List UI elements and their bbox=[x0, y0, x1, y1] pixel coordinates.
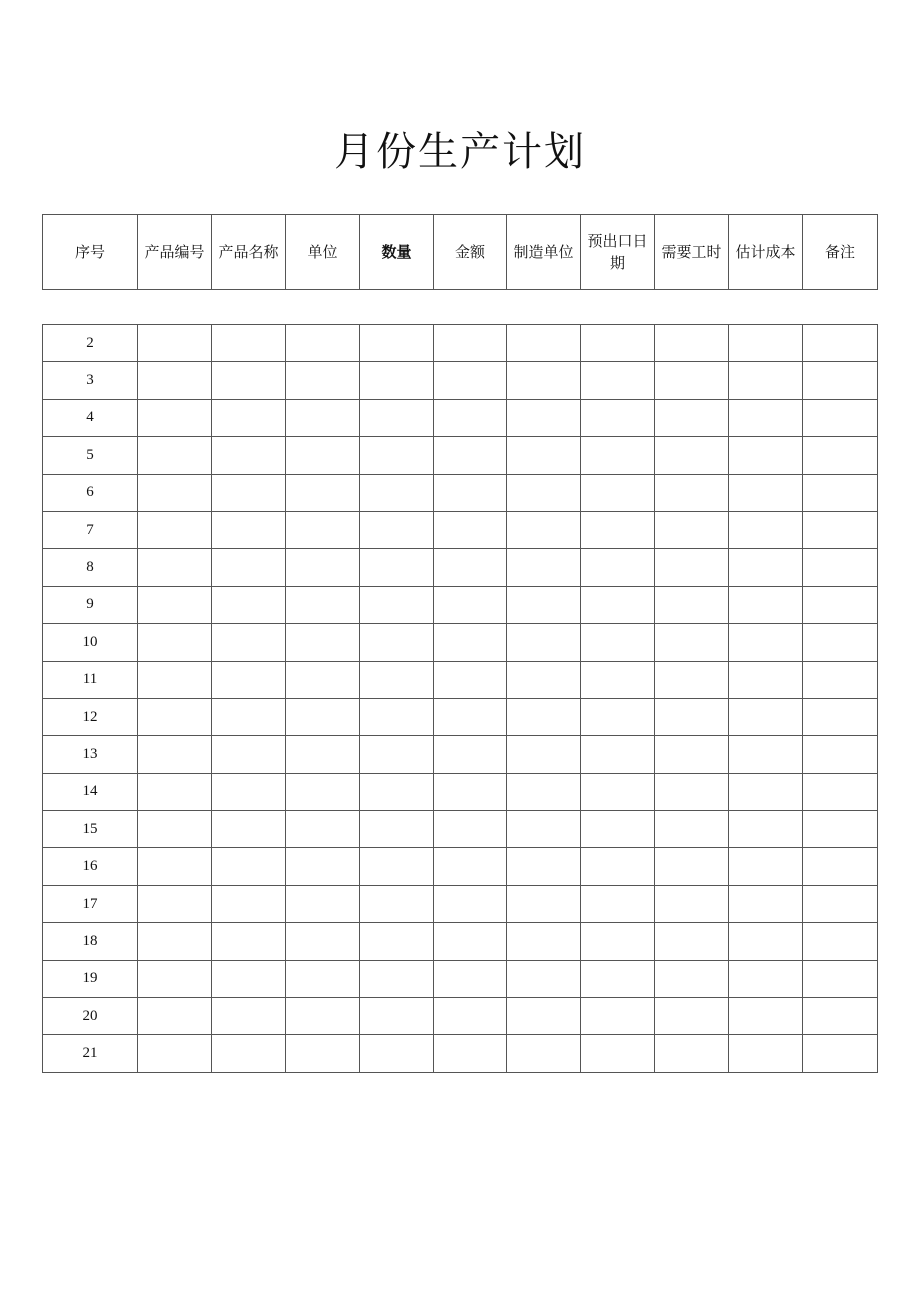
product-name-cell[interactable] bbox=[212, 399, 286, 436]
amount-cell[interactable] bbox=[434, 698, 507, 735]
unit-cell[interactable] bbox=[286, 474, 360, 511]
row-number-cell: 14 bbox=[43, 773, 138, 810]
work-hours-cell[interactable] bbox=[655, 811, 729, 848]
row-number-cell: 3 bbox=[43, 362, 138, 399]
estimated-cost-cell[interactable] bbox=[729, 885, 803, 922]
header-export-date: 预出口日期 bbox=[581, 215, 655, 290]
table-row bbox=[43, 586, 878, 623]
remarks-cell[interactable] bbox=[803, 586, 878, 623]
manufacturer-cell[interactable] bbox=[507, 586, 581, 623]
unit-cell[interactable] bbox=[286, 511, 360, 548]
unit-cell[interactable] bbox=[286, 698, 360, 735]
work-hours-cell[interactable] bbox=[655, 848, 729, 885]
row-number-cell: 11 bbox=[43, 661, 138, 698]
unit-cell[interactable] bbox=[286, 624, 360, 661]
export-date-cell[interactable] bbox=[581, 437, 655, 474]
quantity-cell[interactable] bbox=[360, 923, 434, 960]
product-code-cell[interactable] bbox=[138, 811, 212, 848]
amount-cell[interactable] bbox=[434, 811, 507, 848]
unit-cell[interactable] bbox=[286, 848, 360, 885]
export-date-cell[interactable] bbox=[581, 399, 655, 436]
amount-cell[interactable] bbox=[434, 885, 507, 922]
quantity-cell[interactable] bbox=[360, 811, 434, 848]
product-name-cell[interactable] bbox=[212, 586, 286, 623]
table-row bbox=[43, 362, 878, 399]
work-hours-cell[interactable] bbox=[655, 736, 729, 773]
product-name-cell[interactable] bbox=[212, 325, 286, 362]
export-date-cell[interactable] bbox=[581, 811, 655, 848]
table-row bbox=[43, 885, 878, 922]
quantity-cell[interactable] bbox=[360, 773, 434, 810]
product-name-cell[interactable] bbox=[212, 511, 286, 548]
header-quantity: 数量 bbox=[360, 215, 434, 290]
product-code-cell[interactable] bbox=[138, 399, 212, 436]
product-name-cell[interactable] bbox=[212, 474, 286, 511]
work-hours-cell[interactable] bbox=[655, 362, 729, 399]
unit-cell[interactable] bbox=[286, 773, 360, 810]
amount-cell[interactable] bbox=[434, 736, 507, 773]
amount-cell[interactable] bbox=[434, 624, 507, 661]
estimated-cost-cell[interactable] bbox=[729, 698, 803, 735]
quantity-cell[interactable] bbox=[360, 586, 434, 623]
export-date-cell[interactable] bbox=[581, 1035, 655, 1072]
work-hours-cell[interactable] bbox=[655, 549, 729, 586]
remarks-cell[interactable] bbox=[803, 773, 878, 810]
work-hours-cell[interactable] bbox=[655, 437, 729, 474]
remarks-cell[interactable] bbox=[803, 998, 878, 1035]
manufacturer-cell[interactable] bbox=[507, 960, 581, 997]
unit-cell[interactable] bbox=[286, 960, 360, 997]
estimated-cost-cell[interactable] bbox=[729, 474, 803, 511]
unit-cell[interactable] bbox=[286, 661, 360, 698]
quantity-cell[interactable] bbox=[360, 511, 434, 548]
amount-cell[interactable] bbox=[434, 325, 507, 362]
product-code-cell[interactable] bbox=[138, 362, 212, 399]
work-hours-cell[interactable] bbox=[655, 773, 729, 810]
quantity-cell[interactable] bbox=[360, 1035, 434, 1072]
product-code-cell[interactable] bbox=[138, 923, 212, 960]
export-date-cell[interactable] bbox=[581, 848, 655, 885]
table-row bbox=[43, 811, 878, 848]
unit-cell[interactable] bbox=[286, 399, 360, 436]
export-date-cell[interactable] bbox=[581, 923, 655, 960]
header-product-name: 产品名称 bbox=[212, 215, 286, 290]
amount-cell[interactable] bbox=[434, 848, 507, 885]
row-number-cell: 15 bbox=[43, 811, 138, 848]
export-date-cell[interactable] bbox=[581, 474, 655, 511]
product-code-cell[interactable] bbox=[138, 848, 212, 885]
header-estimated-cost: 估计成本 bbox=[729, 215, 803, 290]
amount-cell[interactable] bbox=[434, 661, 507, 698]
product-name-cell[interactable] bbox=[212, 923, 286, 960]
estimated-cost-cell[interactable] bbox=[729, 848, 803, 885]
remarks-cell[interactable] bbox=[803, 885, 878, 922]
header-table bbox=[42, 214, 878, 290]
product-code-cell[interactable] bbox=[138, 586, 212, 623]
table-row bbox=[43, 848, 878, 885]
quantity-cell[interactable] bbox=[360, 325, 434, 362]
row-number-cell: 13 bbox=[43, 736, 138, 773]
product-name-cell[interactable] bbox=[212, 736, 286, 773]
work-hours-cell[interactable] bbox=[655, 586, 729, 623]
header-product-code: 产品编号 bbox=[138, 215, 212, 290]
quantity-cell[interactable] bbox=[360, 362, 434, 399]
table-row bbox=[43, 1035, 878, 1072]
work-hours-cell[interactable] bbox=[655, 698, 729, 735]
table-row bbox=[43, 399, 878, 436]
amount-cell[interactable] bbox=[434, 773, 507, 810]
table-row bbox=[43, 437, 878, 474]
unit-cell[interactable] bbox=[286, 1035, 360, 1072]
product-name-cell[interactable] bbox=[212, 998, 286, 1035]
work-hours-cell[interactable] bbox=[655, 998, 729, 1035]
quantity-cell[interactable] bbox=[360, 998, 434, 1035]
unit-cell[interactable] bbox=[286, 736, 360, 773]
amount-cell[interactable] bbox=[434, 586, 507, 623]
work-hours-cell[interactable] bbox=[655, 885, 729, 922]
quantity-cell[interactable] bbox=[360, 474, 434, 511]
manufacturer-cell[interactable] bbox=[507, 437, 581, 474]
remarks-cell[interactable] bbox=[803, 399, 878, 436]
product-name-cell[interactable] bbox=[212, 773, 286, 810]
row-number-cell: 4 bbox=[43, 399, 138, 436]
row-number-cell: 21 bbox=[43, 1035, 138, 1072]
header-amount: 金额 bbox=[434, 215, 507, 290]
remarks-cell[interactable] bbox=[803, 474, 878, 511]
estimated-cost-cell[interactable] bbox=[729, 549, 803, 586]
work-hours-cell[interactable] bbox=[655, 624, 729, 661]
product-code-cell[interactable] bbox=[138, 549, 212, 586]
export-date-cell[interactable] bbox=[581, 885, 655, 922]
manufacturer-cell[interactable] bbox=[507, 811, 581, 848]
product-name-cell[interactable] bbox=[212, 960, 286, 997]
table-row bbox=[43, 698, 878, 735]
estimated-cost-cell[interactable] bbox=[729, 1035, 803, 1072]
product-code-cell[interactable] bbox=[138, 474, 212, 511]
estimated-cost-cell[interactable] bbox=[729, 773, 803, 810]
table-row bbox=[43, 998, 878, 1035]
row-number-cell: 5 bbox=[43, 437, 138, 474]
unit-cell[interactable] bbox=[286, 549, 360, 586]
amount-cell[interactable] bbox=[434, 437, 507, 474]
remarks-cell[interactable] bbox=[803, 549, 878, 586]
estimated-cost-cell[interactable] bbox=[729, 399, 803, 436]
export-date-cell[interactable] bbox=[581, 773, 655, 810]
estimated-cost-cell[interactable] bbox=[729, 736, 803, 773]
quantity-cell[interactable] bbox=[360, 885, 434, 922]
amount-cell[interactable] bbox=[434, 549, 507, 586]
manufacturer-cell[interactable] bbox=[507, 549, 581, 586]
product-code-cell[interactable] bbox=[138, 1035, 212, 1072]
work-hours-cell[interactable] bbox=[655, 399, 729, 436]
manufacturer-cell[interactable] bbox=[507, 885, 581, 922]
product-code-cell[interactable] bbox=[138, 511, 212, 548]
estimated-cost-cell[interactable] bbox=[729, 661, 803, 698]
quantity-cell[interactable] bbox=[360, 736, 434, 773]
export-date-cell[interactable] bbox=[581, 960, 655, 997]
unit-cell[interactable] bbox=[286, 437, 360, 474]
quantity-cell[interactable] bbox=[360, 848, 434, 885]
remarks-cell[interactable] bbox=[803, 437, 878, 474]
header-manufacturer: 制造单位 bbox=[507, 215, 581, 290]
unit-cell[interactable] bbox=[286, 586, 360, 623]
remarks-cell[interactable] bbox=[803, 362, 878, 399]
row-number-cell: 17 bbox=[43, 885, 138, 922]
estimated-cost-cell[interactable] bbox=[729, 923, 803, 960]
product-code-cell[interactable] bbox=[138, 736, 212, 773]
row-number-cell: 2 bbox=[43, 325, 138, 362]
row-number-cell: 20 bbox=[43, 998, 138, 1035]
remarks-cell[interactable] bbox=[803, 624, 878, 661]
product-code-cell[interactable] bbox=[138, 773, 212, 810]
manufacturer-cell[interactable] bbox=[507, 325, 581, 362]
product-name-cell[interactable] bbox=[212, 848, 286, 885]
unit-cell[interactable] bbox=[286, 923, 360, 960]
product-name-cell[interactable] bbox=[212, 362, 286, 399]
table-row bbox=[43, 773, 878, 810]
quantity-cell[interactable] bbox=[360, 624, 434, 661]
export-date-cell[interactable] bbox=[581, 549, 655, 586]
table-row bbox=[43, 549, 878, 586]
header-row bbox=[43, 215, 878, 290]
table-row bbox=[43, 511, 878, 548]
manufacturer-cell[interactable] bbox=[507, 474, 581, 511]
row-number-cell: 6 bbox=[43, 474, 138, 511]
export-date-cell[interactable] bbox=[581, 624, 655, 661]
unit-cell[interactable] bbox=[286, 998, 360, 1035]
product-name-cell[interactable] bbox=[212, 661, 286, 698]
product-name-cell[interactable] bbox=[212, 549, 286, 586]
remarks-cell[interactable] bbox=[803, 811, 878, 848]
header-unit: 单位 bbox=[286, 215, 360, 290]
export-date-cell[interactable] bbox=[581, 698, 655, 735]
product-code-cell[interactable] bbox=[138, 960, 212, 997]
product-code-cell[interactable] bbox=[138, 325, 212, 362]
remarks-cell[interactable] bbox=[803, 848, 878, 885]
manufacturer-cell[interactable] bbox=[507, 1035, 581, 1072]
export-date-cell[interactable] bbox=[581, 661, 655, 698]
amount-cell[interactable] bbox=[434, 399, 507, 436]
manufacturer-cell[interactable] bbox=[507, 362, 581, 399]
product-code-cell[interactable] bbox=[138, 998, 212, 1035]
quantity-cell[interactable] bbox=[360, 698, 434, 735]
estimated-cost-cell[interactable] bbox=[729, 511, 803, 548]
body-table bbox=[42, 324, 878, 1073]
row-number-cell: 10 bbox=[43, 624, 138, 661]
row-number-cell: 19 bbox=[43, 960, 138, 997]
estimated-cost-cell[interactable] bbox=[729, 811, 803, 848]
unit-cell[interactable] bbox=[286, 811, 360, 848]
export-date-cell[interactable] bbox=[581, 325, 655, 362]
product-code-cell[interactable] bbox=[138, 885, 212, 922]
manufacturer-cell[interactable] bbox=[507, 848, 581, 885]
estimated-cost-cell[interactable] bbox=[729, 586, 803, 623]
product-name-cell[interactable] bbox=[212, 437, 286, 474]
remarks-cell[interactable] bbox=[803, 1035, 878, 1072]
manufacturer-cell[interactable] bbox=[507, 698, 581, 735]
manufacturer-cell[interactable] bbox=[507, 773, 581, 810]
amount-cell[interactable] bbox=[434, 362, 507, 399]
amount-cell[interactable] bbox=[434, 923, 507, 960]
product-name-cell[interactable] bbox=[212, 885, 286, 922]
row-number-cell: 18 bbox=[43, 923, 138, 960]
table-row bbox=[43, 960, 878, 997]
row-number-cell: 16 bbox=[43, 848, 138, 885]
table-row bbox=[43, 736, 878, 773]
remarks-cell[interactable] bbox=[803, 661, 878, 698]
work-hours-cell[interactable] bbox=[655, 661, 729, 698]
quantity-cell[interactable] bbox=[360, 549, 434, 586]
export-date-cell[interactable] bbox=[581, 736, 655, 773]
export-date-cell[interactable] bbox=[581, 362, 655, 399]
quantity-cell[interactable] bbox=[360, 661, 434, 698]
export-date-cell[interactable] bbox=[581, 586, 655, 623]
manufacturer-cell[interactable] bbox=[507, 998, 581, 1035]
work-hours-cell[interactable] bbox=[655, 511, 729, 548]
remarks-cell[interactable] bbox=[803, 923, 878, 960]
row-number-cell: 8 bbox=[43, 549, 138, 586]
product-code-cell[interactable] bbox=[138, 698, 212, 735]
page-title: 月份生产计划 bbox=[334, 129, 586, 175]
remarks-cell[interactable] bbox=[803, 698, 878, 735]
estimated-cost-cell[interactable] bbox=[729, 960, 803, 997]
amount-cell[interactable] bbox=[434, 511, 507, 548]
estimated-cost-cell[interactable] bbox=[729, 325, 803, 362]
amount-cell[interactable] bbox=[434, 998, 507, 1035]
amount-cell[interactable] bbox=[434, 1035, 507, 1072]
row-number-cell: 9 bbox=[43, 586, 138, 623]
product-code-cell[interactable] bbox=[138, 661, 212, 698]
table-row bbox=[43, 624, 878, 661]
manufacturer-cell[interactable] bbox=[507, 661, 581, 698]
work-hours-cell[interactable] bbox=[655, 923, 729, 960]
manufacturer-cell[interactable] bbox=[507, 399, 581, 436]
work-hours-cell[interactable] bbox=[655, 960, 729, 997]
estimated-cost-cell[interactable] bbox=[729, 624, 803, 661]
header-remarks: 备注 bbox=[803, 215, 878, 290]
remarks-cell[interactable] bbox=[803, 736, 878, 773]
product-name-cell[interactable] bbox=[212, 698, 286, 735]
unit-cell[interactable] bbox=[286, 325, 360, 362]
remarks-cell[interactable] bbox=[803, 960, 878, 997]
quantity-cell[interactable] bbox=[360, 399, 434, 436]
remarks-cell[interactable] bbox=[803, 511, 878, 548]
table-row bbox=[43, 661, 878, 698]
export-date-cell[interactable] bbox=[581, 511, 655, 548]
header-serial-no: 序号 bbox=[43, 215, 138, 290]
product-code-cell[interactable] bbox=[138, 624, 212, 661]
table-row bbox=[43, 325, 878, 362]
quantity-cell[interactable] bbox=[360, 437, 434, 474]
product-name-cell[interactable] bbox=[212, 1035, 286, 1072]
quantity-cell[interactable] bbox=[360, 960, 434, 997]
work-hours-cell[interactable] bbox=[655, 325, 729, 362]
header-work-hours: 需要工时 bbox=[655, 215, 729, 290]
manufacturer-cell[interactable] bbox=[507, 511, 581, 548]
manufacturer-cell[interactable] bbox=[507, 923, 581, 960]
export-date-cell[interactable] bbox=[581, 998, 655, 1035]
row-number-cell: 12 bbox=[43, 698, 138, 735]
estimated-cost-cell[interactable] bbox=[729, 362, 803, 399]
table-row bbox=[43, 923, 878, 960]
unit-cell[interactable] bbox=[286, 885, 360, 922]
product-code-cell[interactable] bbox=[138, 437, 212, 474]
amount-cell[interactable] bbox=[434, 960, 507, 997]
manufacturer-cell[interactable] bbox=[507, 736, 581, 773]
table-row bbox=[43, 474, 878, 511]
work-hours-cell[interactable] bbox=[655, 474, 729, 511]
amount-cell[interactable] bbox=[434, 474, 507, 511]
estimated-cost-cell[interactable] bbox=[729, 998, 803, 1035]
row-number-cell: 7 bbox=[43, 511, 138, 548]
remarks-cell[interactable] bbox=[803, 325, 878, 362]
product-name-cell[interactable] bbox=[212, 624, 286, 661]
unit-cell[interactable] bbox=[286, 362, 360, 399]
work-hours-cell[interactable] bbox=[655, 1035, 729, 1072]
estimated-cost-cell[interactable] bbox=[729, 437, 803, 474]
product-name-cell[interactable] bbox=[212, 811, 286, 848]
manufacturer-cell[interactable] bbox=[507, 624, 581, 661]
